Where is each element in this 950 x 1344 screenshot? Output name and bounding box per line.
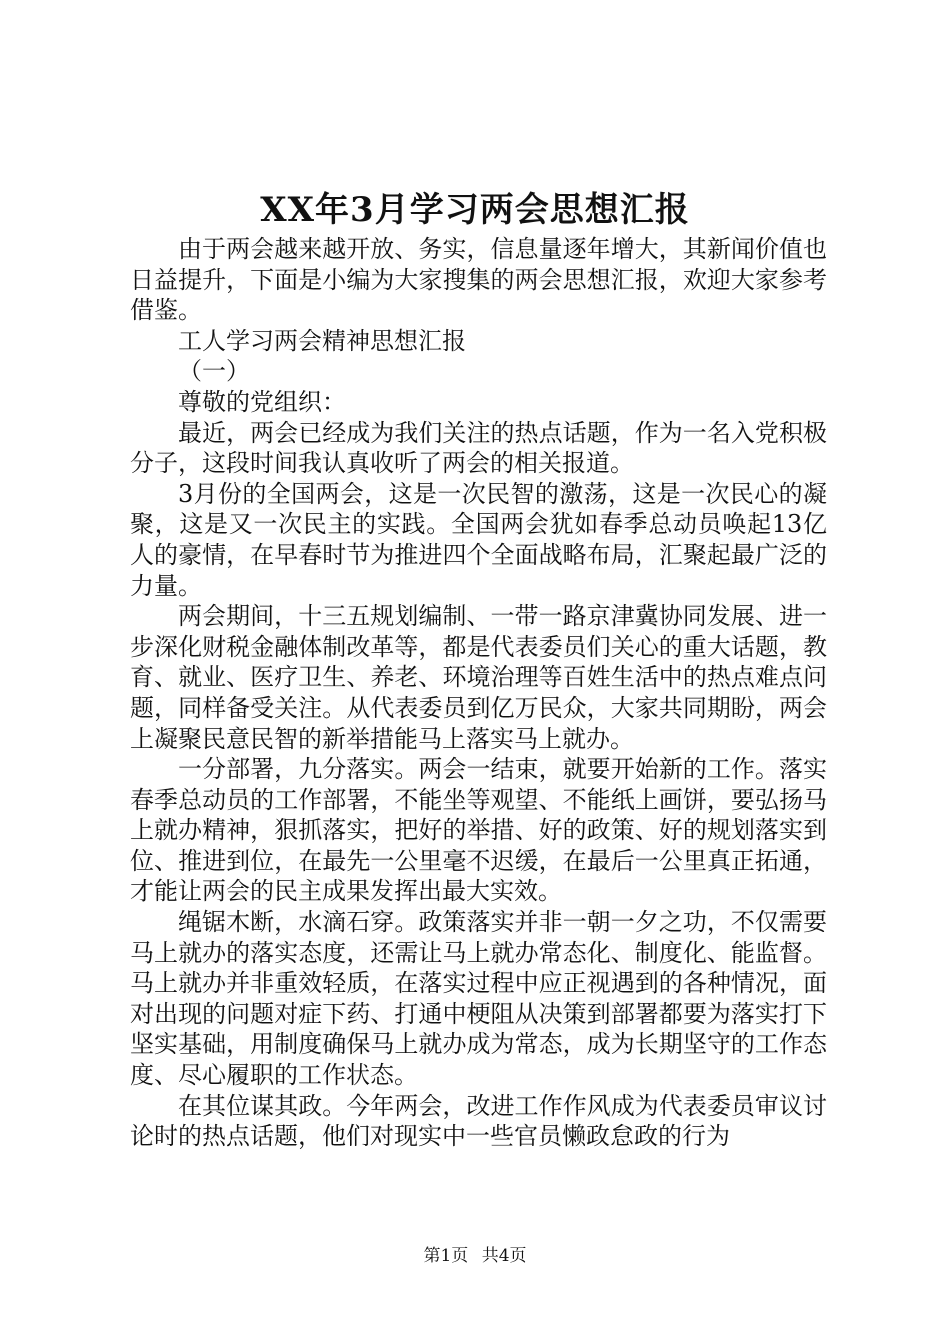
paragraph-subtitle: 工人学习两会精神思想汇报 xyxy=(178,326,466,355)
paragraph-section-number: （一） xyxy=(178,357,250,386)
paragraph: 两会期间，十三五规划编制、一带一路京津冀协同发展、进一步深化财税金融体制改革等，都是代表委员们关心的重大话题，教育、就业、医疗卫生、养老、环境治理等百姓生活中的热点难点问题，同样备受关注。从代表委员到亿万民众，大家共同期盼，两会上凝聚民意民智的新举措能马上落实马上就办。 xyxy=(130,602,827,753)
paragraph: 绳锯木断，水滴石穿。政策落实并非一朝一夕之功，不仅需要马上就办的落实态度，还需让马上就办常态化、制度化、能监督。马上就办并非重效轻质，在落实过程中应正视遇到的各种情况，面对出现的问题对症下药、打通中梗阻从决策到部署都要为落实打下坚实基础，用制度确保马上就办成为常态，成为长期坚守的工作态度、尽心履职的工作状态。 xyxy=(130,908,827,1090)
page-number: 第1页 xyxy=(423,1246,469,1266)
paragraph: 一分部署，九分落实。两会一结束，就要开始新的工作。落实春季总动员的工作部署，不能坐等观望、不能纸上画饼，要弘扬马上就办精神，狠抓落实，把好的举措、好的政策、好的规划落实到位、推进到位，在最先一公里毫不迟缓，在最后一公里真正拓通，才能让两会的民主成果发挥出最大实效。 xyxy=(130,755,827,906)
paragraph: 3月份的全国两会，这是一次民智的激荡，这是一次民心的凝聚，这是又一次民主的实践。全国两会犹如春季总动员唤起13亿人的豪情，在早春时节为推进四个全面战略布局，汇聚起最广泛的力量。 xyxy=(130,479,827,600)
page-footer xyxy=(0,1244,950,1268)
paragraph: 最近，两会已经成为我们关注的热点话题，作为一名入党积极分子，这段时间我认真收听了两会的相关报道。 xyxy=(130,418,827,478)
paragraph: 在其位谋其政。今年两会，改进工作作风成为代表委员审议讨论时的热点话题，他们对现实中一些官员懒政怠政的行为 xyxy=(130,1091,827,1151)
paragraph-intro: 由于两会越来越开放、务实，信息量逐年增大，其新闻价值也日益提升，下面是小编为大家搜集的两会思想汇报，欢迎大家参考借鉴。 xyxy=(130,235,827,325)
document-title: XX年3月学习两会思想汇报 xyxy=(260,190,690,230)
paragraph-salutation: 尊敬的党组织： xyxy=(178,387,346,416)
document-body xyxy=(130,234,827,1152)
page-total: 共4页 xyxy=(481,1246,527,1266)
